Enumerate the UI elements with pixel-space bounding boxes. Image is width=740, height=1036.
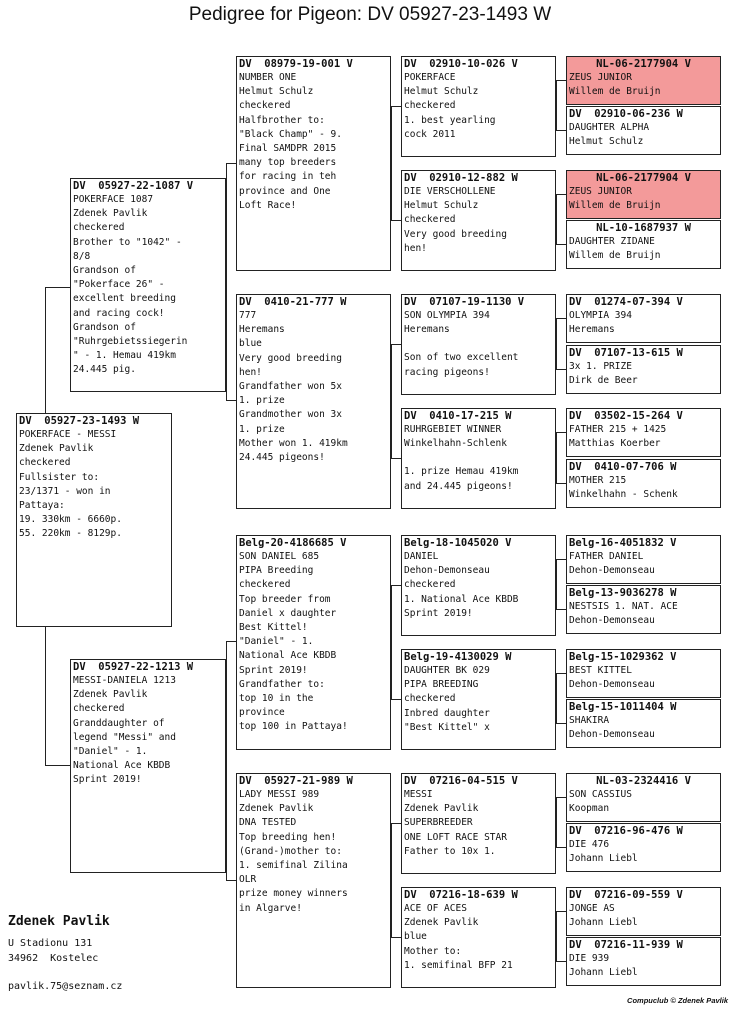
pigeon-info-line: Top breeder from <box>239 593 331 605</box>
pigeon-info-line: Grandfather to: <box>239 678 325 690</box>
grandparent-card[interactable] <box>236 294 391 509</box>
pedigree-connector <box>556 130 566 131</box>
pigeon-info-line: Sprint 2019! <box>239 664 308 676</box>
pigeon-info-line: PIPA BREEDING <box>404 679 479 691</box>
great-grandparent-card[interactable] <box>401 773 556 874</box>
owner-name: Zdenek Pavlik <box>8 914 110 929</box>
pedigree-connector <box>391 106 392 220</box>
pigeon-info-line: province and One <box>239 185 331 197</box>
pigeon-info-line: Dehon-Demonseau <box>569 615 655 627</box>
pigeon-info-line: National Ace KBDB <box>239 650 337 662</box>
pigeon-info-line: top 100 in Pattaya! <box>239 721 348 733</box>
pigeon-info-line: Johann Liebl <box>569 917 638 929</box>
pigeon-info-line: 1. prize <box>239 395 285 407</box>
great-great-grandparent-card[interactable] <box>566 649 721 698</box>
page-title: Pedigree for Pigeon: DV 05927-23-1493 W <box>188 4 552 25</box>
pedigree-connector <box>226 163 227 400</box>
ring-number: NL-06-2177904 V <box>596 172 691 184</box>
pedigree-connector <box>556 911 557 961</box>
pigeon-info-line: Grandson of <box>73 265 136 277</box>
copyright-footer: Compuclub © Zdenek Pavlik <box>627 996 728 1005</box>
pigeon-info-line: "Daniel" - 1. <box>73 746 148 758</box>
pigeon-info-line: MESSI <box>404 789 433 800</box>
pigeon-info-line: Loft Race! <box>239 199 297 211</box>
pigeon-info-line: DAUGHTER ZIDANE <box>569 236 655 247</box>
pigeon-info-line: ONE LOFT RACE STAR <box>404 831 507 843</box>
ring-number: DV 05927-22-1213 W <box>73 661 194 673</box>
pigeon-info-line: Helmut Schulz <box>239 86 314 98</box>
pigeon-info-line: Zdenek Pavlik <box>404 917 479 929</box>
pigeon-info-line: 1. National Ace KBDB <box>404 593 519 605</box>
ring-number: NL-10-1687937 W <box>596 222 691 234</box>
pigeon-info-line <box>402 451 555 465</box>
pedigree-connector <box>226 163 236 164</box>
owner-address-city: 34962 Kostelec <box>8 953 99 964</box>
pigeon-info-line: SON DANIEL 685 <box>239 551 320 562</box>
pigeon-info-line: 24.445 pig. <box>73 364 136 376</box>
pigeon-info-line: DAUGHTER ALPHA <box>569 122 650 133</box>
ring-number: DV 07216-18-639 W <box>404 889 518 901</box>
pigeon-info-line: "Best Kittel" x <box>404 721 490 733</box>
pedigree-connector <box>391 585 392 699</box>
ring-number: DV 07107-19-1130 V <box>404 296 525 308</box>
pigeon-info-line: DIE 476 <box>569 839 610 850</box>
pigeon-info-line: SON OLYMPIA 394 <box>404 310 490 321</box>
grandparent-card[interactable] <box>236 773 391 988</box>
pigeon-info-line: Grandson of <box>73 321 136 333</box>
ring-number: DV 07216-09-559 V <box>569 889 683 901</box>
pigeon-info-line: JONGE AS <box>569 903 615 914</box>
pigeon-info-line: checkered <box>73 703 125 715</box>
pigeon-info-line: SHAKIRA <box>569 715 610 726</box>
pigeon-info-line: Granddaughter of <box>73 717 165 729</box>
pigeon-info-line: DANIEL <box>404 551 439 562</box>
pigeon-info-line: and 24.445 pigeons! <box>404 480 513 492</box>
pedigree-connector <box>556 80 566 81</box>
great-grandparent-card[interactable] <box>401 535 556 636</box>
great-great-grandparent-card[interactable] <box>566 937 721 986</box>
great-grandparent-card[interactable] <box>401 408 556 509</box>
subject-pigeon-card[interactable] <box>16 413 172 627</box>
pigeon-info-line: checkered <box>73 222 125 234</box>
pigeon-info-line: Matthias Koerber <box>569 438 661 450</box>
pigeon-info-line: DIE VERSCHOLLENE <box>404 186 496 197</box>
great-grandparent-card[interactable] <box>401 294 556 395</box>
ring-number: DV 01274-07-394 V <box>569 296 683 308</box>
great-great-grandparent-card[interactable] <box>566 887 721 936</box>
great-grandparent-card[interactable] <box>401 170 556 271</box>
ring-number: DV 08979-19-001 V <box>239 58 353 70</box>
pigeon-info-line: checkered <box>19 457 71 469</box>
ring-number: DV 05927-23-1493 W <box>19 415 140 427</box>
pigeon-info-line: checkered <box>404 579 456 591</box>
pigeon-info-line: Inbred daughter <box>404 707 490 719</box>
pigeon-info-line: Heremans <box>239 324 285 336</box>
grandparent-card[interactable] <box>236 535 391 750</box>
pigeon-info-line: Sprint 2019! <box>73 774 142 786</box>
ring-number: DV 05927-22-1087 V <box>73 180 194 192</box>
great-great-grandparent-card[interactable] <box>566 106 721 155</box>
pigeon-info-line: 1. semifinal BFP 21 <box>404 959 513 971</box>
pedigree-connector <box>45 287 46 413</box>
pigeon-info-line: Winkelhahn - Schenk <box>569 489 678 501</box>
pedigree-connector <box>556 559 566 560</box>
pedigree-connector <box>556 911 566 912</box>
pigeon-info-line: excellent breeding <box>73 293 176 305</box>
pedigree-connector <box>556 369 566 370</box>
ring-number: DV 0410-21-777 W <box>239 296 347 308</box>
pigeon-info-line: Dehon-Demonseau <box>404 565 490 577</box>
pedigree-connector <box>391 344 401 345</box>
pigeon-info-line: SON CASSIUS <box>569 789 632 800</box>
pigeon-info-line: cock 2011 <box>404 128 456 140</box>
ring-number: Belg-18-1045020 V <box>404 537 512 549</box>
pigeon-info-line: racing pigeons! <box>404 366 490 378</box>
pigeon-info-line: many top breeders <box>239 157 337 169</box>
great-great-grandparent-card[interactable] <box>566 345 721 394</box>
great-grandparent-card[interactable] <box>401 649 556 750</box>
pigeon-info-line: ACE OF ACES <box>404 903 467 914</box>
pigeon-info-line: Brother to "1042" - <box>73 236 182 248</box>
pigeon-info-line: Very good breeding <box>404 228 507 240</box>
pigeon-info-line: Sprint 2019! <box>404 607 473 619</box>
pedigree-connector <box>556 559 557 609</box>
pigeon-info-line: checkered <box>404 214 456 226</box>
pigeon-info-line: NUMBER ONE <box>239 72 297 83</box>
pigeon-info-line: 3x 1. PRIZE <box>569 361 632 372</box>
ring-number: DV 07216-04-515 V <box>404 775 518 787</box>
pedigree-connector <box>391 823 392 937</box>
pigeon-info-line: Father to 10x 1. <box>404 845 496 857</box>
pigeon-info-line: 19. 330km - 6660p. <box>19 514 122 526</box>
pigeon-info-line: 24.445 pigeons! <box>239 452 325 464</box>
pigeon-info-line: top 10 in the <box>239 693 314 705</box>
pigeon-info-line: BEST KITTEL <box>569 665 632 676</box>
pigeon-info-line: LADY MESSI 989 <box>239 789 320 800</box>
pigeon-info-line: hen! <box>404 242 427 254</box>
pigeon-info-line: Dirk de Beer <box>569 375 638 387</box>
pedigree-connector <box>391 585 401 586</box>
pigeon-info-line: Son of two excellent <box>404 352 519 364</box>
pigeon-info-line: Willem de Bruijn <box>569 250 661 262</box>
pedigree-connector <box>556 80 557 130</box>
pedigree-connector <box>391 220 401 221</box>
pigeon-info-line: Zdenek Pavlik <box>19 443 94 455</box>
pigeon-info-line: for racing in teh <box>239 171 337 183</box>
pedigree-connector <box>556 673 557 723</box>
pigeon-info-line: MESSI-DANIELA 1213 <box>73 675 176 686</box>
pigeon-info-line: 1. best yearling <box>404 114 496 126</box>
pigeon-info-line: hen! <box>239 366 262 378</box>
pedigree-connector <box>45 765 70 766</box>
pigeon-info-line: Zdenek Pavlik <box>73 689 148 701</box>
pigeon-info-line: "Black Champ" - 9. <box>239 128 342 140</box>
pigeon-info-line: 8/8 <box>73 250 91 262</box>
pigeon-info-line: POKERFACE <box>404 72 456 83</box>
pigeon-info-line: Fullsister to: <box>19 471 100 483</box>
pedigree-connector <box>556 961 566 962</box>
pigeon-info-line: Winkelhahn-Schlenk <box>404 438 507 450</box>
pigeon-info-line: 55. 220km - 8129p. <box>19 528 122 540</box>
sire-card[interactable] <box>70 178 226 392</box>
pigeon-info-line: Koopman <box>569 803 610 815</box>
pigeon-info-line: Dehon-Demonseau <box>569 729 655 741</box>
pigeon-info-line: checkered <box>404 693 456 705</box>
great-grandparent-card[interactable] <box>401 887 556 988</box>
pigeon-info-line: Pattaya: <box>19 500 65 512</box>
pigeon-info-line: RUHRGEBIET WINNER <box>404 424 502 435</box>
pigeon-info-line: Heremans <box>404 324 450 336</box>
pigeon-info-line: POKERFACE 1087 <box>73 194 154 205</box>
pigeon-info-line: Top breeding hen! <box>239 831 337 843</box>
ring-number: Belg-15-1011404 W <box>569 701 677 713</box>
pigeon-info-line: prize money winners <box>239 888 348 900</box>
pedigree-connector <box>226 880 236 881</box>
pigeon-info-line: in Algarve! <box>239 902 302 914</box>
pedigree-connector <box>45 287 70 288</box>
pigeon-info-line: Grandmother won 3x <box>239 409 342 421</box>
pedigree-connector <box>391 106 401 107</box>
pigeon-info-line: Dehon-Demonseau <box>569 679 655 691</box>
pigeon-info-line: OLR <box>239 874 257 886</box>
pigeon-info-line: 777 <box>239 310 257 321</box>
owner-address-street: U Stadionu 131 <box>8 938 93 949</box>
pigeon-info-line <box>402 337 555 351</box>
ring-number: DV 02910-06-236 W <box>569 108 683 120</box>
ring-number: Belg-16-4051832 V <box>569 537 677 549</box>
pigeon-info-line: blue <box>404 931 427 943</box>
pigeon-info-line: and racing cock! <box>73 307 165 319</box>
pigeon-info-line: Daniel x daughter <box>239 607 337 619</box>
pigeon-info-line: legend "Messi" and <box>73 731 176 743</box>
pigeon-info-line: Zdenek Pavlik <box>239 803 314 815</box>
pigeon-info-line: 1. prize Hemau 419km <box>404 466 519 478</box>
pigeon-info-line: Helmut Schulz <box>404 200 479 212</box>
owner-email[interactable]: pavlik.75@seznam.cz <box>8 981 123 992</box>
pigeon-info-line: SUPERBREEDER <box>404 817 473 829</box>
great-great-grandparent-card[interactable] <box>566 699 721 748</box>
ring-number: DV 0410-17-215 W <box>404 410 512 422</box>
pigeon-info-line: POKERFACE - MESSI <box>19 429 117 440</box>
pigeon-info-line: National Ace KBDB <box>73 760 171 772</box>
pigeon-info-line: Johann Liebl <box>569 967 638 979</box>
pedigree-connector <box>556 483 566 484</box>
pedigree-connector <box>556 797 557 847</box>
pedigree-connector <box>226 641 236 642</box>
ring-number: NL-06-2177904 V <box>596 58 691 70</box>
great-great-grandparent-card[interactable] <box>566 535 721 584</box>
pedigree-connector <box>391 458 401 459</box>
pigeon-info-line: 23/1371 - won in <box>19 485 111 497</box>
pigeon-info-line: Heremans <box>569 324 615 336</box>
ring-number: Belg-20-4186685 V <box>239 537 347 549</box>
pedigree-connector <box>556 432 557 483</box>
pedigree-connector <box>556 609 566 610</box>
ring-number: Belg-15-1029362 V <box>569 651 677 663</box>
pigeon-info-line: FATHER 215 + 1425 <box>569 424 667 435</box>
pigeon-info-line: DNA TESTED <box>239 817 297 829</box>
ring-number: DV 07216-96-476 W <box>569 825 683 837</box>
ring-number: Belg-13-9036278 W <box>569 587 677 599</box>
pigeon-info-line: (Grand-)mother to: <box>239 845 342 857</box>
pigeon-info-line: PIPA Breeding <box>239 565 314 577</box>
pigeon-info-line: Zdenek Pavlik <box>73 208 148 220</box>
pigeon-info-line: DIE 939 <box>569 953 610 964</box>
pigeon-info-line: "Pokerface 26" - <box>73 279 165 291</box>
pigeon-info-line: NESTSIS 1. NAT. ACE <box>569 601 678 612</box>
pigeon-info-line: Grandfather won 5x <box>239 381 342 393</box>
pigeon-info-line: Mother to: <box>404 945 462 957</box>
pigeon-info-line: Best Kittel! <box>239 622 308 634</box>
pigeon-info-line: ZEUS JUNIOR <box>569 186 632 197</box>
pedigree-connector <box>391 344 392 458</box>
pedigree-connector <box>556 797 566 798</box>
pedigree-connector <box>226 641 227 880</box>
pedigree-connector <box>391 699 401 700</box>
pigeon-info-line: Dehon-Demonseau <box>569 565 655 577</box>
pigeon-info-line: Very good breeding <box>239 352 342 364</box>
ring-number: DV 0410-07-706 W <box>569 461 677 473</box>
pigeon-info-line: "Daniel" - 1. <box>239 636 314 648</box>
great-great-grandparent-card[interactable] <box>566 585 721 634</box>
pigeon-info-line: 1. prize <box>239 423 285 435</box>
ring-number: DV 07107-13-615 W <box>569 347 683 359</box>
ring-number: Belg-19-4130029 W <box>404 651 512 663</box>
pigeon-info-line: " - 1. Hemau 419km <box>73 350 176 362</box>
pedigree-connector <box>391 823 401 824</box>
pedigree-connector <box>556 673 566 674</box>
great-grandparent-card[interactable] <box>401 56 556 157</box>
great-great-grandparent-card[interactable] <box>566 170 721 219</box>
pedigree-connector <box>556 432 566 433</box>
pigeon-info-line: checkered <box>239 579 291 591</box>
pigeon-info-line: checkered <box>404 100 456 112</box>
pigeon-info-line: ZEUS JUNIOR <box>569 72 632 83</box>
pigeon-info-line: blue <box>239 338 262 350</box>
great-great-grandparent-card[interactable] <box>566 294 721 343</box>
great-great-grandparent-card[interactable] <box>566 773 721 822</box>
pigeon-info-line: Helmut Schulz <box>404 86 479 98</box>
pigeon-info-line: DAUGHTER BK 029 <box>404 665 490 676</box>
ring-number: DV 02910-10-026 V <box>404 58 518 70</box>
pigeon-info-line: Helmut Schulz <box>569 136 644 148</box>
pedigree-connector <box>556 244 566 245</box>
ring-number: DV 07216-11-939 W <box>569 939 683 951</box>
pigeon-info-line: province <box>239 707 285 719</box>
pedigree-connector <box>45 627 46 765</box>
ring-number: DV 05927-21-989 W <box>239 775 353 787</box>
ring-number: NL-03-2324416 V <box>596 775 691 787</box>
pedigree-connector <box>556 318 557 369</box>
pigeon-info-line: Halfbrother to: <box>239 114 325 126</box>
pedigree-connector <box>556 194 557 244</box>
pedigree-connector <box>556 847 566 848</box>
great-great-grandparent-card[interactable] <box>566 56 721 105</box>
pigeon-info-line: 1. semifinal Zilina <box>239 860 348 872</box>
pigeon-info-line: Johann Liebl <box>569 853 638 865</box>
pedigree-connector <box>556 318 566 319</box>
great-great-grandparent-card[interactable] <box>566 408 721 457</box>
great-great-grandparent-card[interactable] <box>566 459 721 508</box>
pigeon-info-line: Willem de Bruijn <box>569 86 661 98</box>
pigeon-info-line: OLYMPIA 394 <box>569 310 632 321</box>
dam-card[interactable] <box>70 659 226 873</box>
pedigree-connector <box>226 400 236 401</box>
great-great-grandparent-card[interactable] <box>566 220 721 269</box>
ring-number: DV 03502-15-264 V <box>569 410 683 422</box>
pedigree-connector <box>556 194 566 195</box>
pedigree-connector <box>391 937 401 938</box>
pigeon-info-line: Final SAMDPR 2015 <box>239 143 337 155</box>
pedigree-connector <box>556 723 566 724</box>
pigeon-info-line: "Ruhrgebietssiegerin <box>73 336 188 348</box>
pigeon-info-line: checkered <box>239 100 291 112</box>
pigeon-info-line: Mother won 1. 419km <box>239 437 348 449</box>
great-great-grandparent-card[interactable] <box>566 823 721 872</box>
pigeon-info-line: FATHER DANIEL <box>569 551 644 562</box>
pigeon-info-line: Willem de Bruijn <box>569 200 661 212</box>
ring-number: DV 02910-12-882 W <box>404 172 518 184</box>
pigeon-info-line: MOTHER 215 <box>569 475 627 486</box>
grandparent-card[interactable] <box>236 56 391 271</box>
pigeon-info-line: Zdenek Pavlik <box>404 803 479 815</box>
